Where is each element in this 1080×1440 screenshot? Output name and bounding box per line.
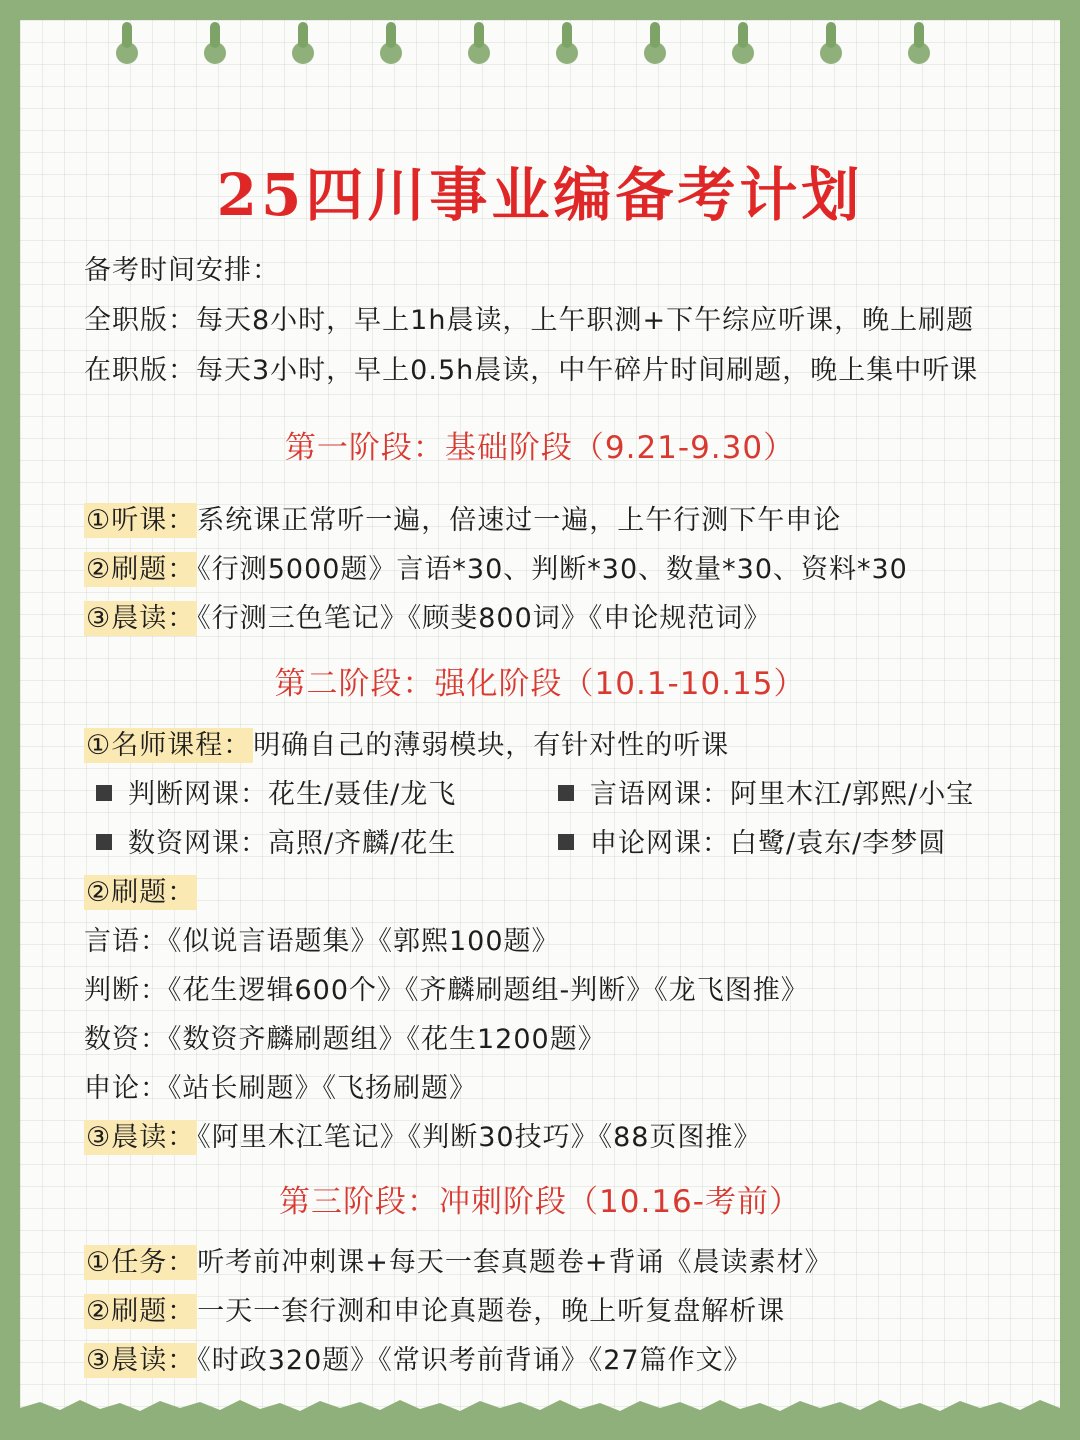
stage2-course-text: 明确自己的薄弱模块，有针对性的听课 xyxy=(253,730,730,761)
course-bullet xyxy=(96,821,456,860)
schedule-parttime: 在职版：每天3小时，早上0.5h晨读，中午碎片时间刷题，晚上集中听课 xyxy=(84,355,979,386)
notebook-page xyxy=(20,20,1060,1420)
schedule-fulltime: 全职版：每天8小时，早上1h晨读，上午职测+下午综应听课，晚上刷题 xyxy=(84,305,975,336)
course-bullet-text: 判断网课：花生/聂佳/龙飞 xyxy=(128,779,457,810)
course-bullet-text: 申论网课：白鹭/袁东/李梦圆 xyxy=(590,828,947,859)
stage2-practice-heading xyxy=(84,870,197,909)
binder-ring xyxy=(298,22,308,48)
page-title: 25四川事业编备考计划 xyxy=(216,161,864,229)
stage1-item-text: 《行测三色笔记》《顾斐800词》《申论规范词》 xyxy=(197,603,772,634)
stage3-heading: 第三阶段：冲刺阶段（10.16-考前） xyxy=(279,1184,801,1220)
practice-line: 判断：《花生逻辑600个》《齐麟刷题组-判断》《龙飞图推》 xyxy=(84,975,809,1006)
stage1-item xyxy=(84,547,908,586)
course-bullet-text: 数资网课：高照/齐麟/花生 xyxy=(128,828,457,859)
course-bullet xyxy=(558,772,974,811)
binder-ring xyxy=(122,22,132,48)
stage2-course xyxy=(84,723,729,762)
binder-ring xyxy=(210,22,220,48)
stage1-item-text: 系统课正常听一遍，倍速过一遍，上午行测下午申论 xyxy=(197,505,842,536)
stage3-item xyxy=(84,1289,785,1328)
binder-ring xyxy=(738,22,748,48)
stage3-item-label: ③晨读： xyxy=(86,1345,196,1376)
stage3-item-label: ②刷题： xyxy=(86,1296,196,1327)
stage3-item-text: 听考前冲刺课+每天一套真题卷+背诵《晨读素材》 xyxy=(197,1247,833,1278)
binder-ring xyxy=(386,22,396,48)
stage3-item xyxy=(84,1338,752,1377)
square-bullet-icon xyxy=(558,834,574,850)
stage2-heading: 第二阶段：强化阶段（10.1-10.15） xyxy=(274,666,806,702)
square-bullet-icon xyxy=(96,834,112,850)
stage3-item-text: 一天一套行测和申论真题卷，晚上听复盘解析课 xyxy=(197,1296,786,1327)
stage1-item-label: ③晨读： xyxy=(86,603,196,634)
stage1-heading: 第一阶段：基础阶段（9.21-9.30） xyxy=(284,430,796,466)
binder-ring xyxy=(474,22,484,48)
practice-line: 言语：《似说言语题集》《郭熙100题》 xyxy=(84,926,560,957)
stage1-item xyxy=(84,498,841,537)
stage1-item-label: ①听课： xyxy=(86,505,196,536)
practice-line: 数资：《数资齐麟刷题组》《花生1200题》 xyxy=(84,1024,606,1055)
stage2-reading-label: ③晨读： xyxy=(86,1122,196,1153)
stage1-item-label: ②刷题： xyxy=(86,554,196,585)
course-bullet-text: 言语网课：阿里木江/郭熙/小宝 xyxy=(590,779,975,810)
square-bullet-icon xyxy=(558,785,574,801)
binder-ring xyxy=(914,22,924,48)
course-bullet xyxy=(558,821,946,860)
course-bullet xyxy=(96,772,456,811)
square-bullet-icon xyxy=(96,785,112,801)
stage2-course-label: ①名师课程： xyxy=(86,730,252,761)
practice-line: 申论：《站长刷题》《飞扬刷题》 xyxy=(84,1073,477,1104)
binder-ring xyxy=(562,22,572,48)
stage3-item xyxy=(84,1240,832,1279)
stage3-item-text: 《时政320题》《常识考前背诵》《27篇作文》 xyxy=(197,1345,752,1376)
stage3-item-label: ①任务： xyxy=(86,1247,196,1278)
stage2-reading-text: 《阿里木江笔记》《判断30技巧》《88页图推》 xyxy=(197,1122,762,1153)
binder-ring xyxy=(650,22,660,48)
stage1-item xyxy=(84,596,771,635)
torn-paper-edge xyxy=(20,1390,1060,1420)
stage2-practice-label: ②刷题： xyxy=(86,877,196,908)
stage1-item-text: 《行测5000题》言语*30、判断*30、数量*30、资料*30 xyxy=(197,554,908,585)
stage2-reading xyxy=(84,1115,761,1154)
binder-ring xyxy=(826,22,836,48)
schedule-heading: 备考时间安排： xyxy=(84,255,280,286)
